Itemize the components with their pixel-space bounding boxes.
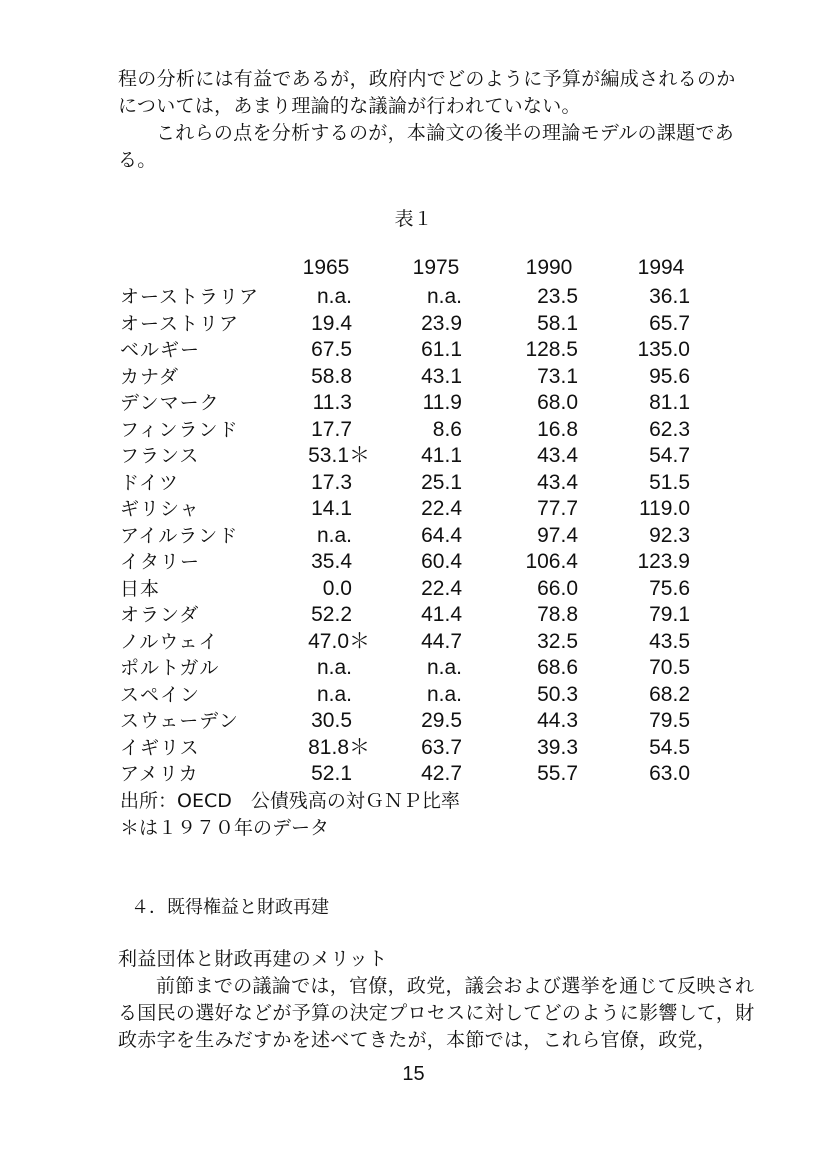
country-name: アイルランド (120, 524, 239, 547)
table-row (0, 708, 827, 735)
country-name: ギリシャ (120, 498, 200, 520)
intro-line-2: については，あまり理論的な議論が行われていない。 (118, 95, 581, 117)
table-body (0, 284, 827, 788)
country-name: オランダ (120, 604, 200, 626)
country-name: スペイン (120, 683, 201, 706)
table-row (0, 629, 827, 656)
table-cell-1990: 32.5 (537, 629, 578, 653)
table-row (0, 735, 827, 762)
table-cell-1975: 41.4 (421, 603, 462, 626)
table-cell-1994: 70.5 (649, 656, 690, 679)
table-cell-1965: 53.1＊ (308, 444, 370, 467)
country-name: ノルウェイ (120, 630, 219, 653)
table-cell-1975: 11.9 (422, 391, 462, 414)
table-cell-1975: n.a. (426, 682, 462, 706)
table-cell-1994: 65.7 (649, 311, 690, 335)
table-cell-1994: 123.9 (637, 550, 690, 573)
table-cell-1975: 22.4 (421, 497, 462, 520)
table-cell-1990: 68.6 (537, 656, 578, 679)
table-cell-1994: 62.3 (649, 417, 690, 441)
table-row (0, 576, 827, 603)
country-name: アメリカ (120, 763, 199, 785)
table-cell-1994: 68.2 (649, 682, 690, 706)
table-cell-1975: 25.1 (421, 470, 462, 494)
intro-paragraph-2: これらの点を分析するのが，本論文の後半の理論モデルの課題である。 (118, 122, 735, 171)
table-source: 出所：OECD 公債残高の対ＧＮＰ比率 (120, 790, 460, 812)
table-row (0, 602, 827, 629)
table-cell-1975: 43.1 (421, 364, 462, 388)
table-cell-1965: n.a. (316, 285, 352, 308)
table-cell-1975: n.a. (426, 656, 462, 679)
section-subheading: 利益団体と財政再建のメリット (118, 948, 388, 970)
table-cell-1975: 44.7 (421, 629, 462, 653)
table-cell-1965: 14.1 (311, 497, 352, 520)
table-cell-1965: 52.2 (311, 603, 352, 626)
table-row (0, 496, 827, 523)
table-row (0, 761, 827, 788)
table-cell-1965: n.a. (316, 682, 352, 706)
table-cell-1994: 54.5 (649, 735, 690, 759)
table-cell-1965: 11.3 (312, 391, 352, 414)
table-row (0, 284, 827, 311)
country-name: カナダ (120, 365, 180, 388)
country-name: デンマーク (120, 392, 220, 414)
table-cell-1994: 135.0 (637, 338, 690, 361)
table-cell-1975: 22.4 (421, 576, 462, 600)
table-row (0, 443, 827, 470)
table-cell-1994: 79.1 (649, 603, 690, 626)
table-row (0, 470, 827, 497)
country-name: フランス (120, 445, 200, 467)
section-body: 前節までの議論では，官僚，政党，議会および選挙を通じて反映される国民の選好などが予算の決定プロセスに対してどのように影響して，財政赤字を生みだすかを述べてきたが，本節では，これら官僚，政党， (118, 975, 755, 1051)
country-name: オーストラリア (120, 286, 260, 308)
table-cell-1990: 43.4 (537, 444, 578, 467)
table-cell-1990: 128.5 (525, 338, 578, 361)
table-cell-1990: 50.3 (537, 682, 578, 706)
country-name: スウェーデン (120, 710, 239, 732)
table-row (0, 523, 827, 550)
year-1975: 1975 (412, 256, 460, 279)
table-row (0, 364, 827, 391)
table-cell-1990: 73.1 (537, 364, 578, 388)
table-cell-1975: 64.4 (421, 523, 462, 547)
table-year-header (0, 256, 827, 282)
table-row (0, 337, 827, 364)
table-cell-1990: 44.3 (537, 709, 578, 732)
table-cell-1965: 47.0＊ (308, 629, 370, 653)
table-cell-1994: 81.1 (649, 391, 690, 414)
table-cell-1975: 42.7 (421, 762, 462, 785)
year-1990: 1990 (525, 256, 573, 279)
table-cell-1990: 78.8 (537, 603, 578, 626)
table-cell-1965: 58.8 (311, 364, 352, 388)
table-cell-1965: 81.8＊ (308, 735, 370, 759)
table-cell-1994: 51.5 (649, 470, 690, 494)
table-cell-1990: 55.7 (537, 762, 578, 785)
country-name: ドイツ (120, 471, 180, 494)
table-cell-1975: n.a. (426, 285, 462, 308)
country-name: イギリス (120, 736, 200, 759)
table-cell-1994: 36.1 (649, 285, 690, 308)
intro-line-1: 程の分析には有益であるが，政府内でどのように予算が編成されるのか (118, 68, 736, 90)
table-cell-1990: 97.4 (537, 523, 578, 547)
table-cell-1965: 35.4 (311, 550, 352, 573)
table-title: 表１ (394, 208, 433, 230)
table-cell-1990: 43.4 (537, 470, 578, 494)
table-cell-1990: 16.8 (537, 417, 578, 441)
table-cell-1990: 23.5 (537, 285, 578, 308)
table-cell-1975: 63.7 (421, 735, 462, 759)
table-cell-1994: 92.3 (649, 523, 690, 547)
table-row (0, 655, 827, 682)
table-cell-1975: 29.5 (421, 709, 462, 732)
table-cell-1990: 58.1 (537, 311, 578, 335)
table-cell-1994: 79.5 (649, 709, 690, 732)
country-name: ベルギー (120, 339, 201, 361)
table-cell-1965: n.a. (316, 656, 352, 679)
table-cell-1965: 0.0 (322, 576, 352, 600)
table-row (0, 417, 827, 444)
table-cell-1990: 77.7 (537, 497, 578, 520)
table-cell-1994: 63.0 (649, 762, 690, 785)
table-cell-1975: 8.6 (432, 417, 462, 441)
table-cell-1975: 61.1 (421, 338, 462, 361)
section-heading: ４．既得権益と財政再建 (131, 897, 329, 918)
table-footnote: ＊は１９７０年のデータ (120, 817, 330, 839)
table-row (0, 549, 827, 576)
table-cell-1965: n.a. (316, 523, 352, 547)
table-cell-1965: 17.7 (311, 417, 352, 441)
table-cell-1994: 95.6 (649, 364, 690, 388)
year-1965: 1965 (302, 256, 350, 279)
table-cell-1994: 119.0 (639, 497, 690, 520)
table-cell-1965: 52.1 (311, 762, 352, 785)
country-name: オーストリア (120, 312, 240, 335)
table-cell-1975: 60.4 (421, 550, 462, 573)
table-cell-1975: 41.1 (421, 444, 462, 467)
table-cell-1994: 75.6 (649, 576, 690, 600)
country-name: 日本 (120, 577, 161, 600)
page-number: 15 (402, 1063, 425, 1085)
table-cell-1965: 30.5 (311, 709, 352, 732)
table-cell-1990: 66.0 (537, 576, 578, 600)
table-cell-1975: 23.9 (421, 311, 462, 335)
country-name: イタリー (120, 551, 201, 573)
table-cell-1965: 67.5 (311, 338, 352, 361)
table-cell-1994: 54.7 (649, 444, 690, 467)
country-name: ポルトガル (120, 657, 220, 679)
table-row (0, 311, 827, 338)
table-cell-1994: 43.5 (649, 629, 690, 653)
table-cell-1965: 19.4 (311, 311, 352, 335)
table-cell-1990: 68.0 (537, 391, 578, 414)
table-row (0, 682, 827, 709)
table-cell-1965: 17.3 (311, 470, 352, 494)
table-cell-1990: 39.3 (537, 735, 578, 759)
year-1994: 1994 (637, 256, 685, 279)
country-name: フィンランド (120, 418, 239, 441)
table-row (0, 390, 827, 417)
table-cell-1990: 106.4 (525, 550, 578, 573)
